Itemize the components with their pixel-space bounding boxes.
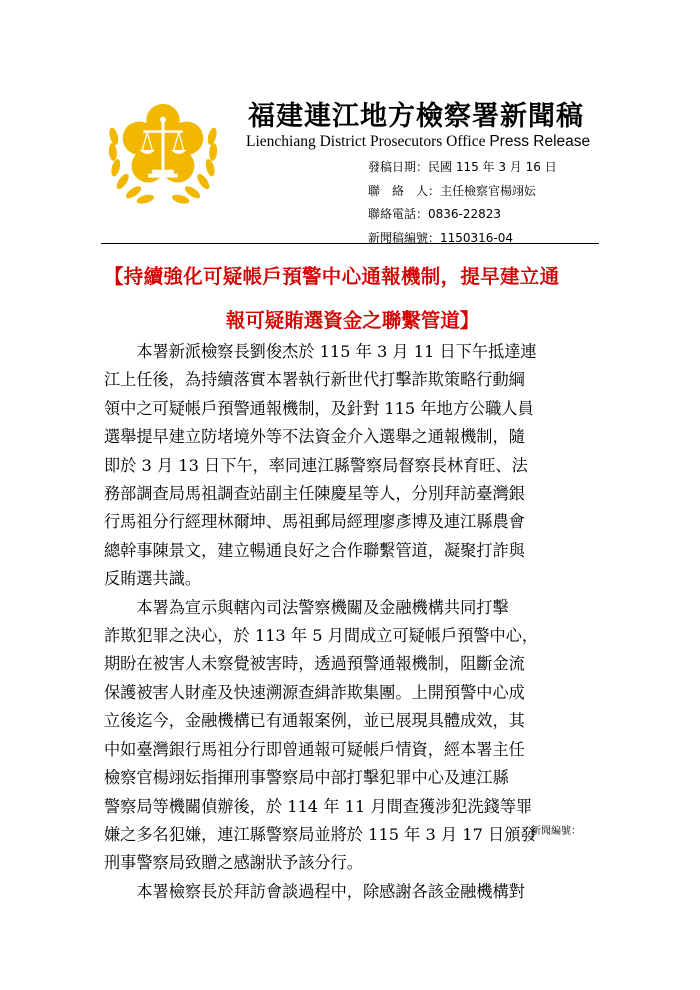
body-line: 中如臺灣銀行馬祖分行即曾通報可疑帳戶情資，經本署主任: [104, 739, 525, 759]
body-line: 保護被害人財產及快速溯源查緝詐欺集團。上開預警中心成: [104, 682, 525, 702]
body-line: 領中之可疑帳戶預警通報機制，及針對 115 年地方公職人員: [104, 398, 534, 418]
body-line: 務部調查局馬祖調查站副主任陳慶星等人，分別拜訪臺灣銀: [104, 484, 525, 504]
body-line: 反賄選共識。: [104, 569, 202, 589]
body-line: 選舉提早建立防堵境外等不法資金介入選舉之通報機制，隨: [104, 427, 525, 447]
headline: [104, 255, 601, 343]
body-line: 江上任後，為持續落實本署執行新世代打擊詐欺策略行動綱: [104, 370, 525, 390]
body-line: 嫌之多名犯嫌，連江縣警察局並將於 115 年 3 月 17 日頒發: [104, 824, 537, 844]
footer-news-number-label: 新聞編號：: [531, 826, 581, 837]
header-divider: [101, 243, 599, 244]
contact-person: 聯 絡 人：主任檢察官楊翊妘: [368, 183, 537, 198]
release-number: 新聞稿編號：1150316-04: [368, 230, 514, 245]
office-name-english: Lienchiang District Prosecutors Office: [246, 133, 490, 150]
headline-line: 【持續強化可疑帳戶預警中心通報機制，提早建立通: [104, 265, 560, 288]
release-metadata: [368, 156, 557, 250]
body-line: 本署檢察長於拜訪會談過程中，除感謝各該金融機構對: [104, 881, 525, 901]
office-title: 福建連江地方檢察署新聞稿: [248, 101, 584, 132]
contact-phone: 聯絡電話：0836-22823: [368, 207, 502, 221]
body-line: 行馬祖分行經理林爾坤、馬祖郵局經理廖彥博及連江縣農會: [104, 512, 525, 532]
release-date: 發稿日期：民國 115 年 3 月 16 日: [368, 160, 557, 174]
office-subtitle: [246, 133, 590, 151]
headline-line: 報可疑賄選資金之聯繫管道】: [225, 309, 480, 332]
body-line: 立後迄今，金融機構已有通報案例，並已展現具體成效，其: [104, 711, 525, 731]
body-line: 總幹事陳景文，建立暢通良好之合作聯繫管道，凝聚打詐與: [104, 540, 525, 560]
body-line: 檢察官楊翊妘指揮刑事警察局中部打擊犯罪中心及連江縣: [104, 768, 509, 788]
press-release-label: Press Release: [489, 133, 591, 150]
body-line: 即於 3 月 13 日下午，率同連江縣警察局督察長林育旺、法: [104, 455, 528, 475]
body-line: 警察局等機關偵辦後，於 114 年 11 月間查獲涉犯洗錢等罪: [104, 796, 533, 816]
body-line: 本署為宣示與轄內司法警察機關及金融機構共同打擊: [104, 597, 509, 617]
body-line: 本署新派檢察長劉俊杰於 115 年 3 月 11 日下午抵達連: [104, 342, 537, 361]
prosecutors-office-emblem: [104, 92, 222, 212]
body-line: 刑事警察局致贈之感謝狀予該分行。: [104, 853, 363, 873]
body-line: 期盼在被害人未察覺被害時，透過預警通報機制，阻斷金流: [104, 654, 525, 674]
article-body: [104, 338, 601, 906]
body-line: 詐欺犯罪之決心，於 113 年 5 月間成立可疑帳戶預警中心，: [104, 626, 539, 646]
